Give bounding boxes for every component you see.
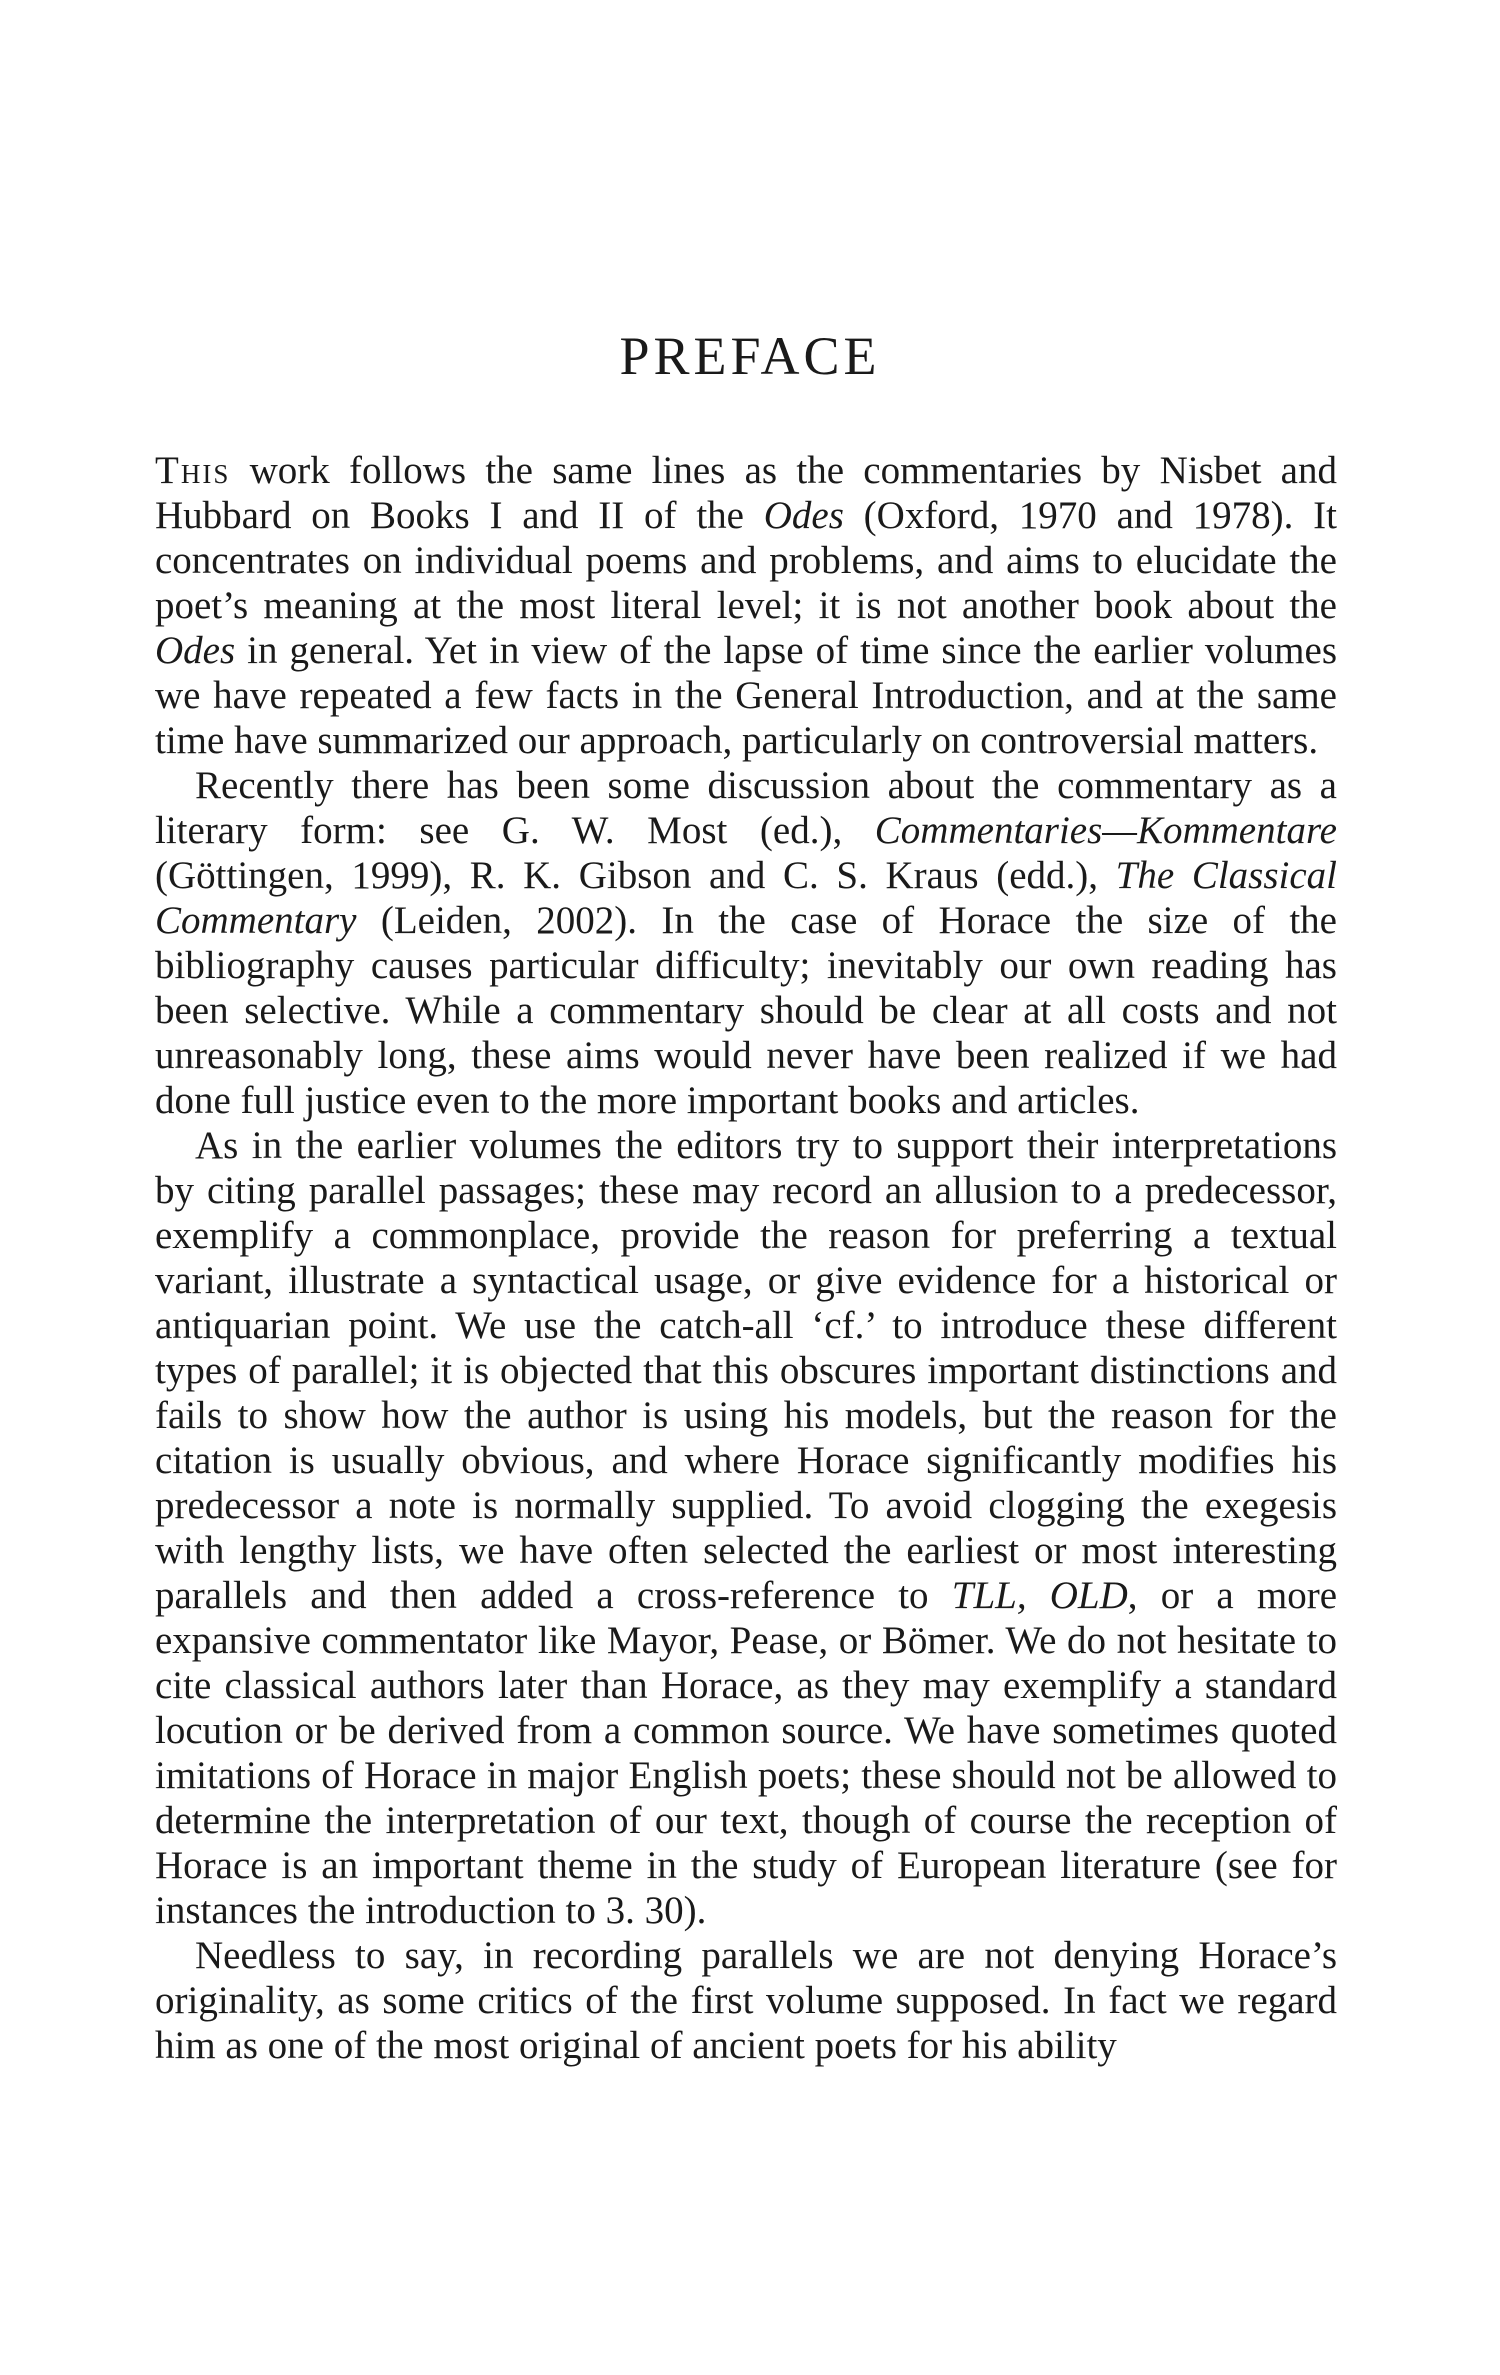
page-title: PREFACE <box>619 326 881 386</box>
paragraph <box>155 763 1337 1123</box>
text-run: (Göttingen, 1999), R. K. Gibson and C. S. Kraus (edd.), <box>155 854 1116 897</box>
preface-body <box>155 448 1337 2068</box>
italic-text: The Classical Commentary <box>155 854 1337 942</box>
text-run: (Leiden, 2002). In the case of Horace the size of the bibliography causes particular difficulty; inevitably our own reading has been selective. While a commentary should be clear at all costs and not unreasonably long, these aims would never have been realized if we had done full justice even to the more important books and articles. <box>155 899 1337 1122</box>
text-run: Recently there has been some discussion about the commentary as a literary form: see G. W. Most (ed.), <box>155 764 1337 852</box>
paragraph <box>155 1123 1337 1933</box>
text-run: As in the earlier volumes the editors try to support their interpretations by citing parallel passages; these may record an allusion to a predecessor, exemplify a commonplace, provide the reason for preferring a textual variant, illustrate a syntactical usage, or give evidence for a historical or antiquarian point. We use the catch-all ‘cf.’ to introduce these different types of parallel; it is objected that this obscures important distinctions and fails to show how the author is using his models, but the reason for the citation is usually obvious, and where Horace significantly modifies his predecessor a note is normally supplied. To avoid clogging the exegesis with lengthy lists, we have often selected the earliest or most interesting parallels and then added a cross-reference to <box>155 1124 1337 1617</box>
paragraph <box>155 448 1337 763</box>
text-run: , or a more expansive commentator like Mayor, Pease, or Bömer. We do not hesitate to cite classical authors later than Horace, as they may exemplify a standard locution or be derived from a common source. We have sometimes quoted imitations of Horace in major English poets; these should not be allowed to determine the interpretation of our text, though of course the reception of Horace is an important theme in the study of European literature (see for instances the introduction to 3. 30). <box>155 1574 1338 1932</box>
paragraph <box>155 1933 1337 2068</box>
italic-text: Commentaries—Kommentare <box>874 809 1337 852</box>
text-run: in general. Yet in view of the lapse of time since the earlier volumes we have repeated a few facts in the General Introduction, and at the same time have summarized our approach, particularly on controversial matters. <box>155 629 1337 762</box>
italic-text: Odes <box>155 629 236 672</box>
text-run: Needless to say, in recording parallels we are not denying Horace’s originality, as some critics of the first volume supposed. In fact we regard him as one of the most original of ancient poets for his ability <box>155 1934 1337 2067</box>
text-run: work follows the same lines as the commentaries by Nisbet and Hubbard on Books I and II of the <box>155 449 1337 537</box>
italic-text: TLL, OLD <box>951 1574 1128 1617</box>
text-run: (Oxford, 1970 and 1978). It concentrates on individual poems and problems, and aims to elucidate the poet’s meaning at the most literal level; it is not another book about the <box>155 494 1337 627</box>
italic-text: Odes <box>763 494 844 537</box>
lead-word: This <box>155 449 231 492</box>
